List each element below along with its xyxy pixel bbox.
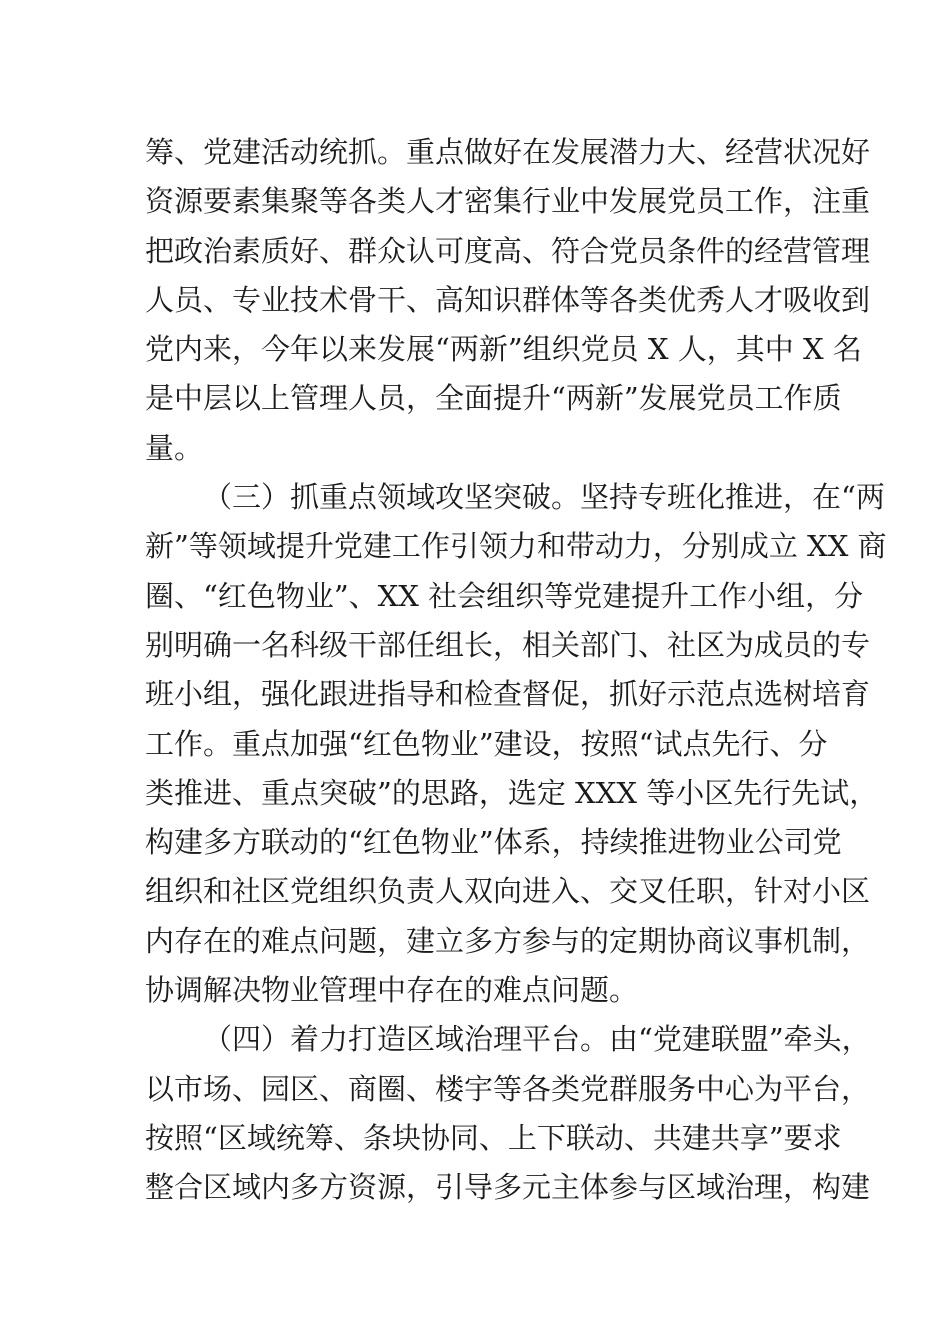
document-body [145, 128, 887, 1213]
text-line: 内存在的难点问题，建立多方参与的定期协商议事机制， [145, 923, 871, 958]
text-line: 资源要素集聚等各类人才密集行业中发展党员工作，注重 [145, 184, 871, 219]
paragraph-continuation [145, 128, 871, 473]
text-line: 别明确一名科级干部任组长，相关部门、社区为成员的专 [145, 627, 871, 662]
text-line: 以市场、园区、商圈、楼宇等各类党群服务中心为平台， [145, 1071, 871, 1106]
text-line: 组织和社区党组织负责人双向进入、交叉任职，针对小区 [145, 874, 871, 909]
section-heading-line: （四）着力打造区域治理平台。由“党建联盟”牵头， [203, 1022, 871, 1057]
text-line: 量。 [145, 430, 204, 465]
section-heading-line: （三）抓重点领域攻坚突破。坚持专班化推进，在“两 [203, 480, 885, 515]
text-line: 工作。重点加强“红色物业”建设，按照“试点先行、分 [145, 726, 828, 761]
text-line: 按照“区域统筹、条块协同、上下联动、共建共享”要求 [145, 1120, 842, 1155]
text-line: 圈、“红色物业”、XX 社会组织等党建提升工作小组，分 [145, 578, 864, 613]
text-line: 新”等领域提升党建工作引领力和带动力，分别成立 XX 商 [145, 529, 887, 564]
text-line: 班小组，强化跟进指导和检查督促，抓好示范点选树培育 [145, 677, 871, 712]
text-line: 筹、党建活动统抓。重点做好在发展潜力大、经营状况好 [145, 135, 871, 169]
text-line: 构建多方联动的“红色物业”体系，持续推进物业公司党 [145, 825, 842, 860]
text-line: 整合区域内多方资源，引导多元主体参与区域治理，构建 [145, 1170, 871, 1205]
text-line: 党内来，今年以来发展“两新”组织党员 X 人，其中 X 名 [145, 332, 862, 367]
paragraph-section-4 [145, 1015, 871, 1212]
text-line: 人员、专业技术骨干、高知识群体等各类优秀人才吸收到 [145, 282, 871, 317]
paragraph-section-3 [145, 473, 887, 1015]
text-line: 协调解决物业管理中存在的难点问题。 [145, 973, 639, 1008]
text-line: 把政治素质好、群众认可度高、符合党员条件的经营管理 [145, 233, 871, 268]
text-line: 类推进、重点突破”的思路，选定 XXX 等小区先行先试， [145, 775, 879, 810]
text-line: 是中层以上管理人员，全面提升“两新”发展党员工作质 [145, 381, 842, 416]
